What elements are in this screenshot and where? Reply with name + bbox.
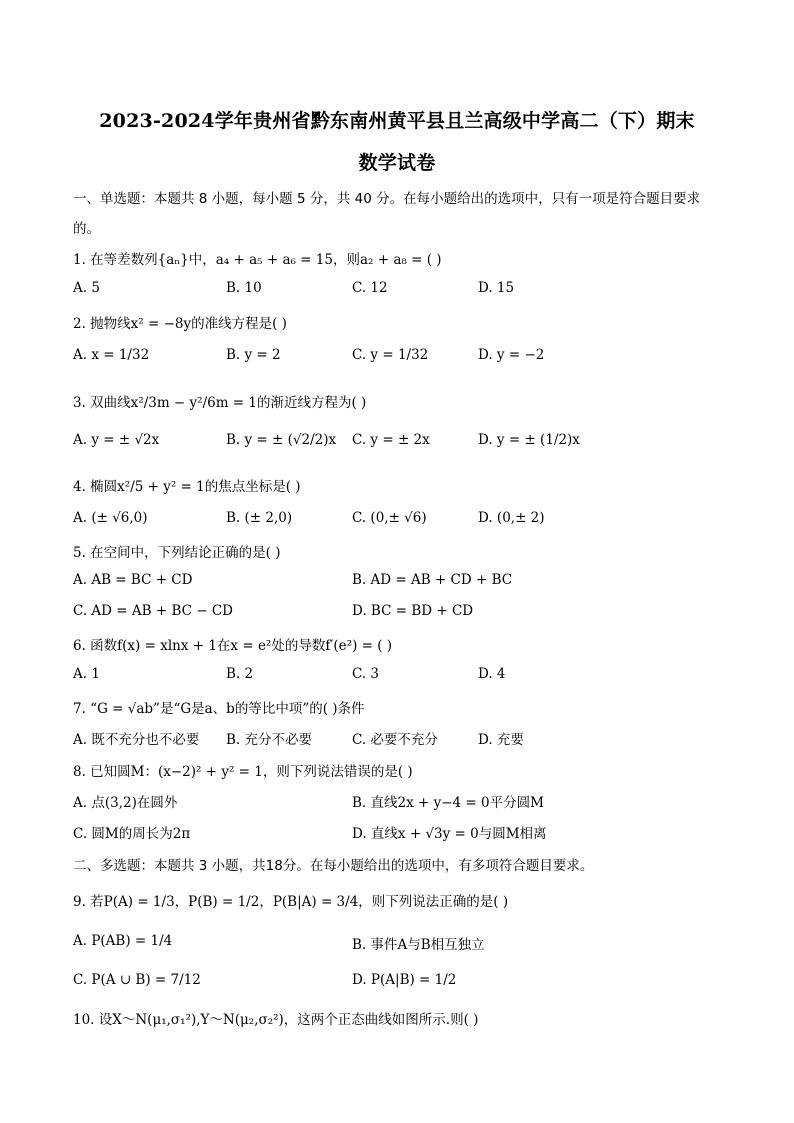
question-9-stem: 9. 若P(A) = 1/3，P(B) = 1/2，P(B|A) = 3/4，则下列说法正确的是( )	[73, 894, 509, 910]
question-4-stem: 4. 椭圆x²/5 + y² = 1的焦点坐标是( )	[73, 479, 301, 495]
question-7-stem: 7. “G = √ab”是“G是a、b的等比中项”的( )条件	[73, 701, 365, 717]
question-1-option-d: D. 15	[478, 280, 515, 296]
question-2-option-c: C. y = 1/32	[352, 347, 429, 363]
question-6-option-b: B. 2	[226, 666, 254, 682]
exam-title-line2: 数学试卷	[358, 152, 436, 174]
question-3-option-b: B. y = ± (√2/2)x	[226, 432, 337, 448]
question-9-option-d: D. P(A|B) = 1/2	[352, 972, 457, 988]
question-5-option-d: D. BC = BD + CD	[352, 603, 474, 619]
question-6-option-d: D. 4	[478, 666, 506, 682]
question-1-option-a: A. 5	[73, 280, 100, 296]
question-9-option-b: B. 事件A与B相互独立	[352, 937, 485, 953]
question-1-option-b: B. 10	[226, 280, 262, 296]
question-8-stem: 8. 已知圆M：(x−2)² + y² = 1，则下列说法错误的是( )	[73, 764, 413, 780]
question-5-option-b: B. AD = AB + CD + BC	[352, 572, 513, 588]
question-7-option-a: A. 既不充分也不必要	[73, 732, 200, 748]
exam-title-line1: 2023-2024学年贵州省黔东南州黄平县且兰高级中学高二（下）期末	[99, 110, 695, 132]
question-1-stem: 1. 在等差数列{aₙ}中，a₄ + a₅ + a₆ = 15，则a₂ + a₈ = ( )	[73, 252, 442, 268]
question-8-option-a: A. 点(3,2)在圆外	[73, 795, 178, 811]
question-2-option-a: A. x = 1/32	[73, 347, 150, 363]
question-4-option-d: D. (0,± 2)	[478, 510, 545, 526]
question-4-option-c: C. (0,± √6)	[352, 510, 427, 526]
question-7-option-c: C. 必要不充分	[352, 732, 438, 748]
question-3-stem: 3. 双曲线x²/3m − y²/6m = 1的渐近线方程为( )	[73, 395, 367, 411]
question-3-option-a: A. y = ± √2x	[73, 432, 160, 448]
question-1-option-c: C. 12	[352, 280, 388, 296]
question-5-option-a: A. AB = BC + CD	[73, 572, 193, 588]
question-3-option-d: D. y = ± (1/2)x	[478, 432, 580, 448]
question-3-option-c: C. y = ± 2x	[352, 432, 430, 448]
question-10-stem: 10. 设X～N(μ₁,σ₁²),Y～N(μ₂,σ₂²)，这两个正态曲线如图所示.则( )	[73, 1012, 479, 1028]
question-4-option-b: B. (± 2,0)	[226, 510, 293, 526]
question-2-option-d: D. y = −2	[478, 347, 545, 363]
question-8-option-d: D. 直线x + √3y = 0与圆M相离	[352, 826, 547, 842]
question-9-option-a: A. P(AB) = 1/4	[73, 933, 173, 949]
question-8-option-b: B. 直线2x + y−4 = 0平分圆M	[352, 795, 544, 811]
question-5-stem: 5. 在空间中，下列结论正确的是( )	[73, 545, 281, 561]
question-8-option-c: C. 圆M的周长为2π	[73, 826, 191, 842]
question-2-stem: 2. 抛物线x² = −8y的准线方程是( )	[73, 316, 287, 332]
question-6-option-c: C. 3	[352, 666, 380, 682]
question-9-option-c: C. P(A ∪ B) = 7/12	[73, 972, 201, 988]
question-2-option-b: B. y = 2	[226, 347, 281, 363]
section1-heading: 一、单选题：本题共 8 小题，每小题 5 分，共 40 分。在每小题给出的选项中，只有一项是符合题目要求	[73, 191, 701, 207]
question-5-option-c: C. AD = AB + BC − CD	[73, 603, 234, 619]
question-6-option-a: A. 1	[73, 666, 100, 682]
question-7-option-d: D. 充要	[478, 732, 524, 748]
question-6-stem: 6. 函数f(x) = xlnx + 1在x = e²处的导数f′(e²) = ( )	[73, 638, 393, 654]
section1-heading-cont: 的。	[73, 221, 100, 237]
section2-heading: 二、多选题：本题共 3 小题，共18分。在每小题给出的选项中，有多项符合题目要求。	[73, 858, 594, 874]
question-4-option-a: A. (± √6,0)	[73, 510, 148, 526]
question-7-option-b: B. 充分不必要	[226, 732, 313, 748]
